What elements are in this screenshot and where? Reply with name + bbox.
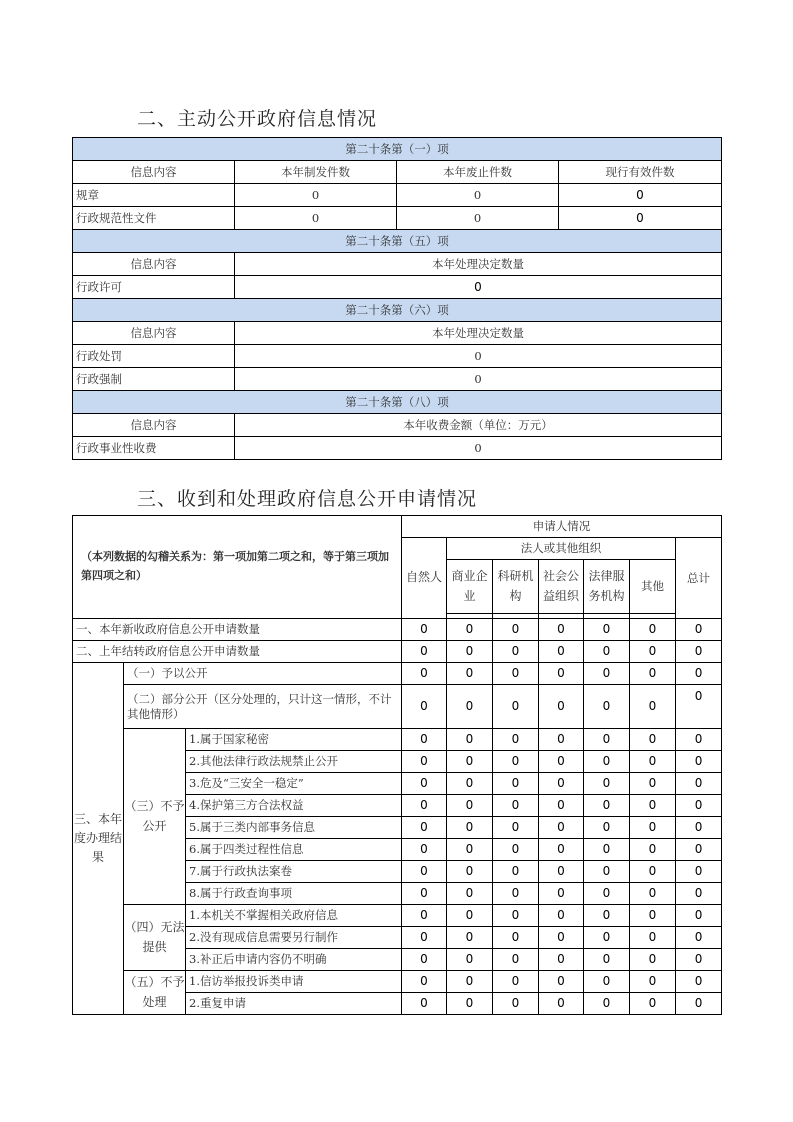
table-cell: 0 xyxy=(235,184,397,207)
table-cell: 0 xyxy=(539,817,584,839)
application-handling-table xyxy=(72,515,722,1015)
not-open-group-label: （三）不予公开 xyxy=(124,729,186,905)
table-cell: 0 xyxy=(630,883,676,905)
table-row xyxy=(73,184,722,207)
table-cell: 0 xyxy=(493,927,539,949)
column-header: 信息内容 xyxy=(73,414,235,437)
table-cell: 0 xyxy=(676,663,722,685)
table-row xyxy=(73,276,722,299)
table-cell: 0 xyxy=(584,971,630,993)
table-band-row xyxy=(73,230,722,253)
col-research: 科研机构 xyxy=(493,560,539,614)
table-cell: 0 xyxy=(493,949,539,971)
org-header: 法人或其他组织 xyxy=(447,538,676,560)
table-cell: 0 xyxy=(539,685,584,729)
table-cell: 0 xyxy=(584,751,630,773)
table-cell: 0 xyxy=(493,905,539,927)
table-cell: 0 xyxy=(584,795,630,817)
table-cell: 0 xyxy=(447,641,493,663)
table-cell: 0 xyxy=(630,949,676,971)
table-cell: 0 xyxy=(630,663,676,685)
table-cell: 0 xyxy=(676,817,722,839)
table-cell: 0 xyxy=(584,905,630,927)
table-band-row xyxy=(73,138,722,161)
table-row xyxy=(73,619,722,641)
table-cell: 0 xyxy=(235,345,722,368)
band-label: 第二十条第（六）项 xyxy=(73,299,722,322)
table-cell: 0 xyxy=(447,773,493,795)
table-cell: 0 xyxy=(402,773,447,795)
table-cell: 0 xyxy=(447,949,493,971)
table-cell: 0 xyxy=(559,207,722,230)
table-band-row xyxy=(73,299,722,322)
unable-group-label: （四）无法提供 xyxy=(124,905,186,971)
column-header: 信息内容 xyxy=(73,253,235,276)
table-cell: 0 xyxy=(447,927,493,949)
band-label: 第二十条第（五）项 xyxy=(73,230,722,253)
table-cell: 0 xyxy=(235,437,722,460)
table-cell: 0 xyxy=(493,751,539,773)
row-label: 行政处罚 xyxy=(73,345,235,368)
row-label: （二）部分公开（区分处理的，只计这一情形，不计其他情形） xyxy=(124,685,402,729)
table-cell: 0 xyxy=(630,971,676,993)
section2-title: 二、主动公开政府信息情况 xyxy=(137,108,378,130)
table-cell: 0 xyxy=(493,839,539,861)
table-row xyxy=(73,437,722,460)
table-cell: 0 xyxy=(676,839,722,861)
table-cell: 0 xyxy=(447,685,493,729)
col-other: 其他 xyxy=(630,560,676,614)
row-label: 1.信访举报投诉类申请 xyxy=(186,971,402,993)
row-label: 5.属于三类内部事务信息 xyxy=(186,817,402,839)
table-cell: 0 xyxy=(630,773,676,795)
table-cell: 0 xyxy=(584,949,630,971)
row-label: （一）予以公开 xyxy=(124,663,402,685)
row-label: 7.属于行政执法案卷 xyxy=(186,861,402,883)
table-cell: 0 xyxy=(539,927,584,949)
table-cell: 0 xyxy=(402,927,447,949)
table-cell: 0 xyxy=(235,368,722,391)
table-cell: 0 xyxy=(447,905,493,927)
row-label: 6.属于四类过程性信息 xyxy=(186,839,402,861)
column-header: 本年废止件数 xyxy=(397,161,559,184)
table-cell: 0 xyxy=(539,905,584,927)
table-cell: 0 xyxy=(584,663,630,685)
table-cell: 0 xyxy=(402,817,447,839)
table-cell: 0 xyxy=(630,839,676,861)
table-cell: 0 xyxy=(630,641,676,663)
table-cell: 0 xyxy=(584,839,630,861)
table-cell: 0 xyxy=(402,641,447,663)
table-cell: 0 xyxy=(402,993,447,1015)
table-cell: 0 xyxy=(630,751,676,773)
row-label: 2.没有现成信息需要另行制作 xyxy=(186,927,402,949)
table-cell: 0 xyxy=(447,619,493,641)
table-cell: 0 xyxy=(584,883,630,905)
table-cell: 0 xyxy=(630,927,676,949)
table-cell: 0 xyxy=(447,817,493,839)
column-header: 本年处理决定数量 xyxy=(235,253,722,276)
table-cell: 0 xyxy=(447,993,493,1015)
table-cell: 0 xyxy=(493,795,539,817)
row-label: 4.保护第三方合法权益 xyxy=(186,795,402,817)
table-cell: 0 xyxy=(676,641,722,663)
table-cell: 0 xyxy=(584,993,630,1015)
table-cell: 0 xyxy=(630,905,676,927)
table-cell: 0 xyxy=(493,663,539,685)
table-band-row xyxy=(73,391,722,414)
table-cell: 0 xyxy=(539,795,584,817)
table-cell: 0 xyxy=(397,207,559,230)
table-row xyxy=(73,663,722,685)
table-cell: 0 xyxy=(447,971,493,993)
table-cell: 0 xyxy=(676,773,722,795)
table-cell: 0 xyxy=(676,795,722,817)
table-cell: 0 xyxy=(584,773,630,795)
table-cell: 0 xyxy=(493,883,539,905)
column-header: 现行有效件数 xyxy=(559,161,722,184)
column-header: 信息内容 xyxy=(73,322,235,345)
row-label: 3.危及“三安全一稳定” xyxy=(186,773,402,795)
table-cell: 0 xyxy=(559,184,722,207)
table-cell: 0 xyxy=(447,839,493,861)
table-cell: 0 xyxy=(402,949,447,971)
column-header: 本年处理决定数量 xyxy=(235,322,722,345)
table-cell: 0 xyxy=(447,883,493,905)
table-cell: 0 xyxy=(676,729,722,751)
table-cell: 0 xyxy=(539,773,584,795)
table-cell: 0 xyxy=(402,883,447,905)
proactive-disclosure-table xyxy=(72,137,722,460)
table-row xyxy=(73,368,722,391)
table-cell: 0 xyxy=(584,817,630,839)
table-cell: 0 xyxy=(584,729,630,751)
table-cell: 0 xyxy=(402,839,447,861)
table-cell: 0 xyxy=(584,641,630,663)
row-label: 行政规范性文件 xyxy=(73,207,235,230)
table-cell: 0 xyxy=(402,729,447,751)
table-cell: 0 xyxy=(676,993,722,1015)
table-cell: 0 xyxy=(630,619,676,641)
table-cell: 0 xyxy=(630,993,676,1015)
row-label: 二、上年结转政府信息公开申请数量 xyxy=(73,641,402,663)
table-header-row xyxy=(73,516,722,538)
row-label: 行政事业性收费 xyxy=(73,437,235,460)
row-label: 3.补正后申请内容仍不明确 xyxy=(186,949,402,971)
table-row xyxy=(73,345,722,368)
col-commercial: 商业企业 xyxy=(447,560,493,614)
table-cell: 0 xyxy=(493,619,539,641)
row-label: 行政许可 xyxy=(73,276,235,299)
table-cell: 0 xyxy=(630,795,676,817)
table-cell: 0 xyxy=(447,729,493,751)
table-cell: 0 xyxy=(539,619,584,641)
row-label: 规章 xyxy=(73,184,235,207)
table-cell: 0 xyxy=(493,641,539,663)
table-cell: 0 xyxy=(676,949,722,971)
table-cell: 0 xyxy=(676,905,722,927)
table-cell: 0 xyxy=(539,641,584,663)
row-label: 1.本机关不掌握相关政府信息 xyxy=(186,905,402,927)
table-header-row xyxy=(73,322,722,345)
table-cell: 0 xyxy=(402,905,447,927)
section3-title: 三、收到和处理政府信息公开申请情况 xyxy=(137,488,478,510)
table-cell: 0 xyxy=(402,685,447,729)
table-cell: 0 xyxy=(630,861,676,883)
table-cell: 0 xyxy=(676,751,722,773)
table-cell: 0 xyxy=(235,207,397,230)
band-label: 第二十条第（一）项 xyxy=(73,138,722,161)
table-cell: 0 xyxy=(539,949,584,971)
col-total: 总计 xyxy=(676,538,722,619)
table-cell: 0 xyxy=(630,685,676,729)
table-header-row xyxy=(73,161,722,184)
column-header: 信息内容 xyxy=(73,161,235,184)
table-cell: 0 xyxy=(493,773,539,795)
table-cell: 0 xyxy=(447,795,493,817)
table-cell: 0 xyxy=(493,685,539,729)
table-cell: 0 xyxy=(630,729,676,751)
row-label: 一、本年新收政府信息公开申请数量 xyxy=(73,619,402,641)
table-cell: 0 xyxy=(676,883,722,905)
table-cell: 0 xyxy=(235,276,722,299)
row-label: 8.属于行政查询事项 xyxy=(186,883,402,905)
table-cell: 0 xyxy=(539,883,584,905)
row-label: 1.属于国家秘密 xyxy=(186,729,402,751)
table-header-row xyxy=(73,253,722,276)
table-cell: 0 xyxy=(584,619,630,641)
table-cell: 0 xyxy=(447,751,493,773)
table-row xyxy=(73,685,722,729)
table-cell: 0 xyxy=(402,619,447,641)
table-cell: 0 xyxy=(493,993,539,1015)
table-cell: 0 xyxy=(402,971,447,993)
table-cell: 0 xyxy=(584,685,630,729)
table-cell: 0 xyxy=(397,184,559,207)
table-cell: 0 xyxy=(539,729,584,751)
table-row xyxy=(73,971,722,993)
table-cell: 0 xyxy=(402,795,447,817)
table-row xyxy=(73,207,722,230)
table-cell: 0 xyxy=(447,861,493,883)
table-header-row xyxy=(73,414,722,437)
table-cell: 0 xyxy=(539,971,584,993)
col-public-welfare: 社会公益组织 xyxy=(539,560,584,614)
table-cell: 0 xyxy=(493,861,539,883)
col-natural-person: 自然人 xyxy=(402,538,447,619)
table-cell: 0 xyxy=(493,971,539,993)
table-cell: 0 xyxy=(493,817,539,839)
table-cell: 0 xyxy=(447,663,493,685)
table-cell: 0 xyxy=(539,839,584,861)
table-cell: 0 xyxy=(493,729,539,751)
table-cell: 0 xyxy=(539,993,584,1015)
reconciliation-note: （本列数据的勾稽关系为：第一项加第二项之和，等于第三项加第四项之和） xyxy=(73,516,402,619)
table-cell: 0 xyxy=(630,817,676,839)
noprocess-group-label: （五）不予处理 xyxy=(124,971,186,1015)
col-legal-service: 法律服务机构 xyxy=(584,560,630,614)
result-category-label: 三、本年度办理结果 xyxy=(73,663,124,1015)
column-header: 本年收费金额（单位：万元） xyxy=(235,414,722,437)
table-cell: 0 xyxy=(539,663,584,685)
column-header: 本年制发件数 xyxy=(235,161,397,184)
table-cell: 0 xyxy=(584,927,630,949)
row-label: 2.其他法律行政法规禁止公开 xyxy=(186,751,402,773)
applicant-header: 申请人情况 xyxy=(402,516,722,538)
table-row xyxy=(73,729,722,751)
table-cell: 0 xyxy=(676,685,722,729)
table-cell: 0 xyxy=(539,861,584,883)
table-cell: 0 xyxy=(402,663,447,685)
table-cell: 0 xyxy=(584,861,630,883)
table-cell: 0 xyxy=(676,927,722,949)
table-cell: 0 xyxy=(402,751,447,773)
table-cell: 0 xyxy=(676,861,722,883)
table-cell: 0 xyxy=(402,861,447,883)
band-label: 第二十条第（八）项 xyxy=(73,391,722,414)
table-cell: 0 xyxy=(676,619,722,641)
table-cell: 0 xyxy=(676,971,722,993)
table-cell: 0 xyxy=(539,751,584,773)
table-row xyxy=(73,641,722,663)
row-label: 2.重复申请 xyxy=(186,993,402,1015)
row-label: 行政强制 xyxy=(73,368,235,391)
table-row xyxy=(73,905,722,927)
